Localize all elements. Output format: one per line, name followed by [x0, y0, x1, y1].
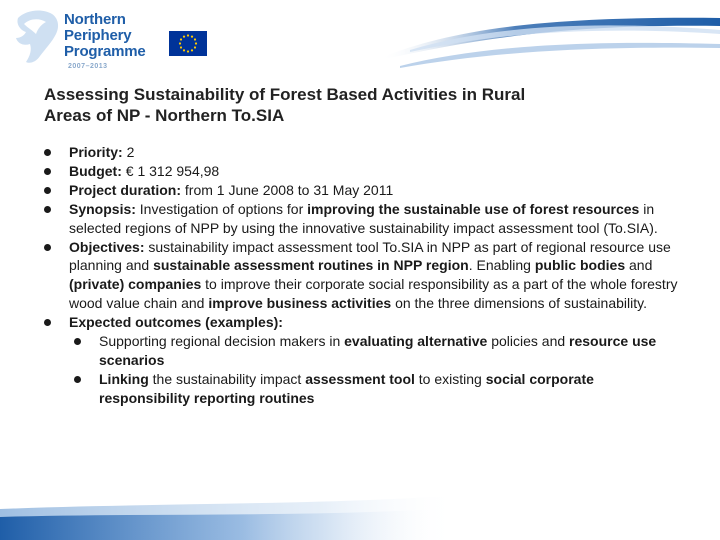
- list-item-synopsis: [44, 200, 684, 238]
- objectives-label: Objectives:: [69, 238, 145, 255]
- synopsis-label: Synopsis:: [69, 200, 136, 217]
- round-bullet-icon: [44, 244, 51, 251]
- round-bullet-icon: [44, 187, 51, 194]
- logo-wordmark: [64, 12, 146, 60]
- synopsis-text: in selected regions of NPP by using the innovative sustainability impact assessment tool (To.SIA).: [69, 200, 658, 236]
- outcomes-label: Expected outcomes (examples):: [69, 314, 283, 331]
- list-item-duration: [44, 181, 684, 200]
- sub-list-item: [69, 370, 684, 408]
- objectives-text: . Enabling: [468, 257, 535, 274]
- synopsis-text: Investigation of options for: [135, 200, 308, 217]
- header-swoosh-decoration: [370, 0, 720, 80]
- synopsis-emphasis: improving the sustainable use of forest resources: [307, 200, 640, 217]
- title-line-2: Areas of NP - Northern To.SIA: [44, 106, 285, 125]
- bird-silhouette-icon: [12, 8, 62, 64]
- objectives-text: to improve their corporate social responsibility as a part of the whole forestry wood value chain and: [69, 276, 678, 312]
- round-bullet-icon: [74, 376, 81, 383]
- footer-wave-decoration: [0, 495, 720, 540]
- duration-label: Project duration:: [69, 181, 182, 198]
- outcome-text: Supporting regional decision makers in: [99, 333, 345, 350]
- logo-line-2: Periphery: [64, 27, 132, 44]
- outcome-emphasis: assessment tool: [305, 370, 415, 387]
- outcome-emphasis: resource use scenarios: [99, 333, 657, 368]
- list-item-priority: [44, 143, 684, 162]
- round-bullet-icon: [74, 338, 81, 345]
- outcome-emphasis: social corporate responsibility reporting routines: [99, 370, 594, 406]
- round-bullet-icon: [44, 319, 51, 326]
- objectives-text: and: [625, 257, 653, 274]
- outcome-text: the sustainability impact: [148, 370, 306, 387]
- objectives-emphasis: public bodies: [534, 257, 626, 274]
- outcome-emphasis: evaluating alternative: [344, 333, 488, 350]
- objectives-emphasis: (private) companies: [69, 276, 202, 293]
- logo-line-1: Northern: [64, 11, 126, 28]
- list-item-objectives: [44, 238, 684, 314]
- list-item-outcomes: [44, 313, 684, 408]
- objectives-text: on the three dimensions of sustainability.: [391, 295, 647, 312]
- sub-bullet-list: [69, 332, 684, 408]
- priority-value: 2: [122, 144, 135, 160]
- round-bullet-icon: [44, 206, 51, 213]
- sub-list-item: [69, 332, 684, 370]
- duration-value: from 1 June 2008 to 31 May 2011: [181, 181, 394, 198]
- objectives-emphasis: sustainable assessment routines in NPP region: [153, 257, 469, 274]
- round-bullet-icon: [44, 168, 51, 175]
- slide-header: [0, 0, 720, 80]
- objectives-text: sustainability impact assessment tool To.SIA in NPP as part of regional resource use planning and: [69, 238, 671, 274]
- round-bullet-icon: [44, 149, 51, 156]
- eu-flag-icon: [169, 31, 207, 56]
- logo-years: 2007–2013: [68, 63, 108, 70]
- title-line-1: Assessing Sustainability of Forest Based Activities in Rural: [44, 85, 526, 104]
- outcome-text: to existing: [414, 370, 486, 387]
- budget-value: € 1 312 954,98: [121, 162, 220, 179]
- bullet-list: [44, 143, 684, 408]
- objectives-emphasis: improve business activities: [208, 295, 392, 312]
- budget-label: Budget:: [69, 162, 122, 179]
- slide-title: [44, 84, 664, 126]
- outcome-emphasis: Linking: [99, 370, 149, 387]
- npp-logo: [12, 8, 152, 70]
- list-item-budget: [44, 162, 684, 181]
- slide-body: [44, 143, 684, 408]
- priority-label: Priority:: [69, 144, 123, 160]
- logo-line-3: Programme: [64, 43, 146, 60]
- outcome-text: policies and: [487, 333, 570, 350]
